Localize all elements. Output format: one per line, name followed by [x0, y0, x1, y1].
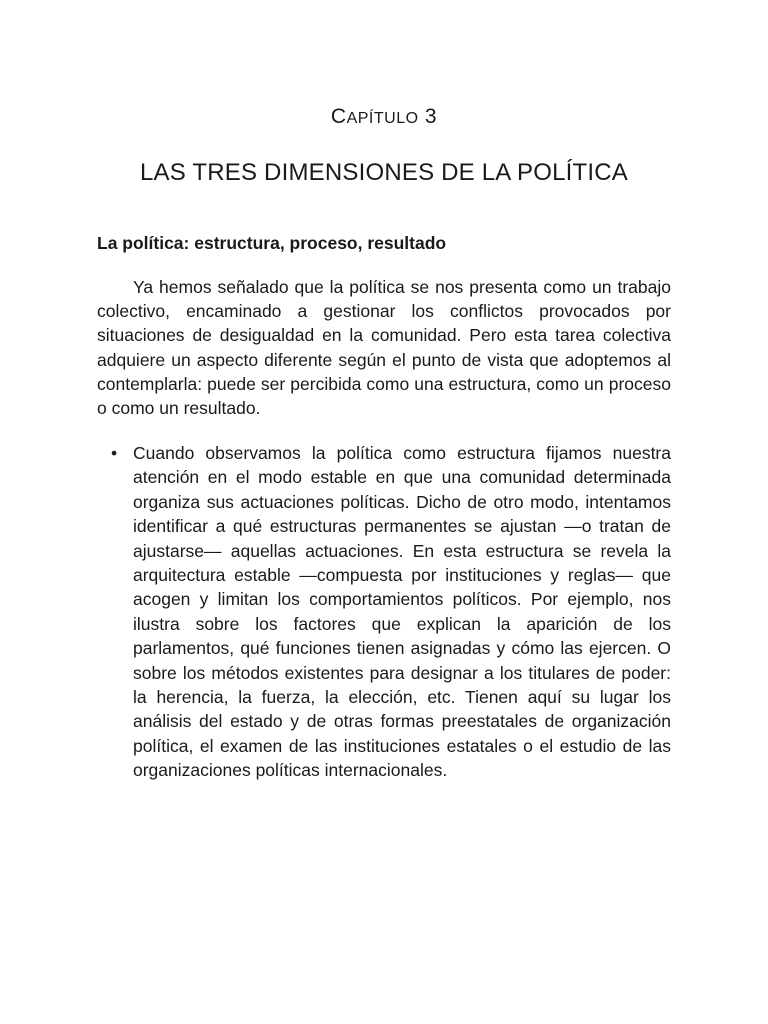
bullet-item-structure: Cuando observamos la política como estructura fijamos nuestra atención en el modo estable en que una comunidad determinada organiza sus actuaciones políticas. Dicho de otro modo, intentamos identificar a qué estructuras permanentes se ajustan —o tratan de ajustarse— aquellas actuaciones. En esta estructura se revela la arquitectura estable —compuesta por instituciones y reglas— que acogen y limitan los comportamientos políticos. Por ejemplo, nos ilustra sobre los factores que explican la aparición de los parlamentos, qué funciones tienen asignadas y cómo las ejercen. O sobre los métodos existentes para designar a los titulares de poder: la herencia, la fuerza, la elección, etc. Tienen aquí su lugar los análisis del estado y de otras formas preestatales de organización política, el examen de las instituciones estatales o el estudio de las organizaciones políticas internacionales.	[133, 443, 671, 781]
chapter-number: 3	[424, 105, 438, 128]
bullet-marker: •	[111, 443, 118, 463]
section-heading: La política: estructura, proceso, resultado	[97, 233, 447, 253]
chapter-label	[0, 103, 768, 133]
chapter-label-rest: APÍTULO	[346, 110, 419, 127]
chapter-label-initial: C	[330, 105, 347, 128]
chapter-title: LAS TRES DIMENSIONES DE LA POLÍTICA	[139, 159, 629, 186]
body-paragraph: Ya hemos señalado que la política se nos presenta como un trabajo colectivo, encaminado a gestionar los conflictos provocados por situaciones de desigualdad en la comunidad. Pero esta tarea colectiva adquiere un aspecto diferente según el punto de vista que adoptemos al contemplarla: puede ser percibida como una estructura, como un proceso o como un resultado.	[97, 277, 671, 419]
